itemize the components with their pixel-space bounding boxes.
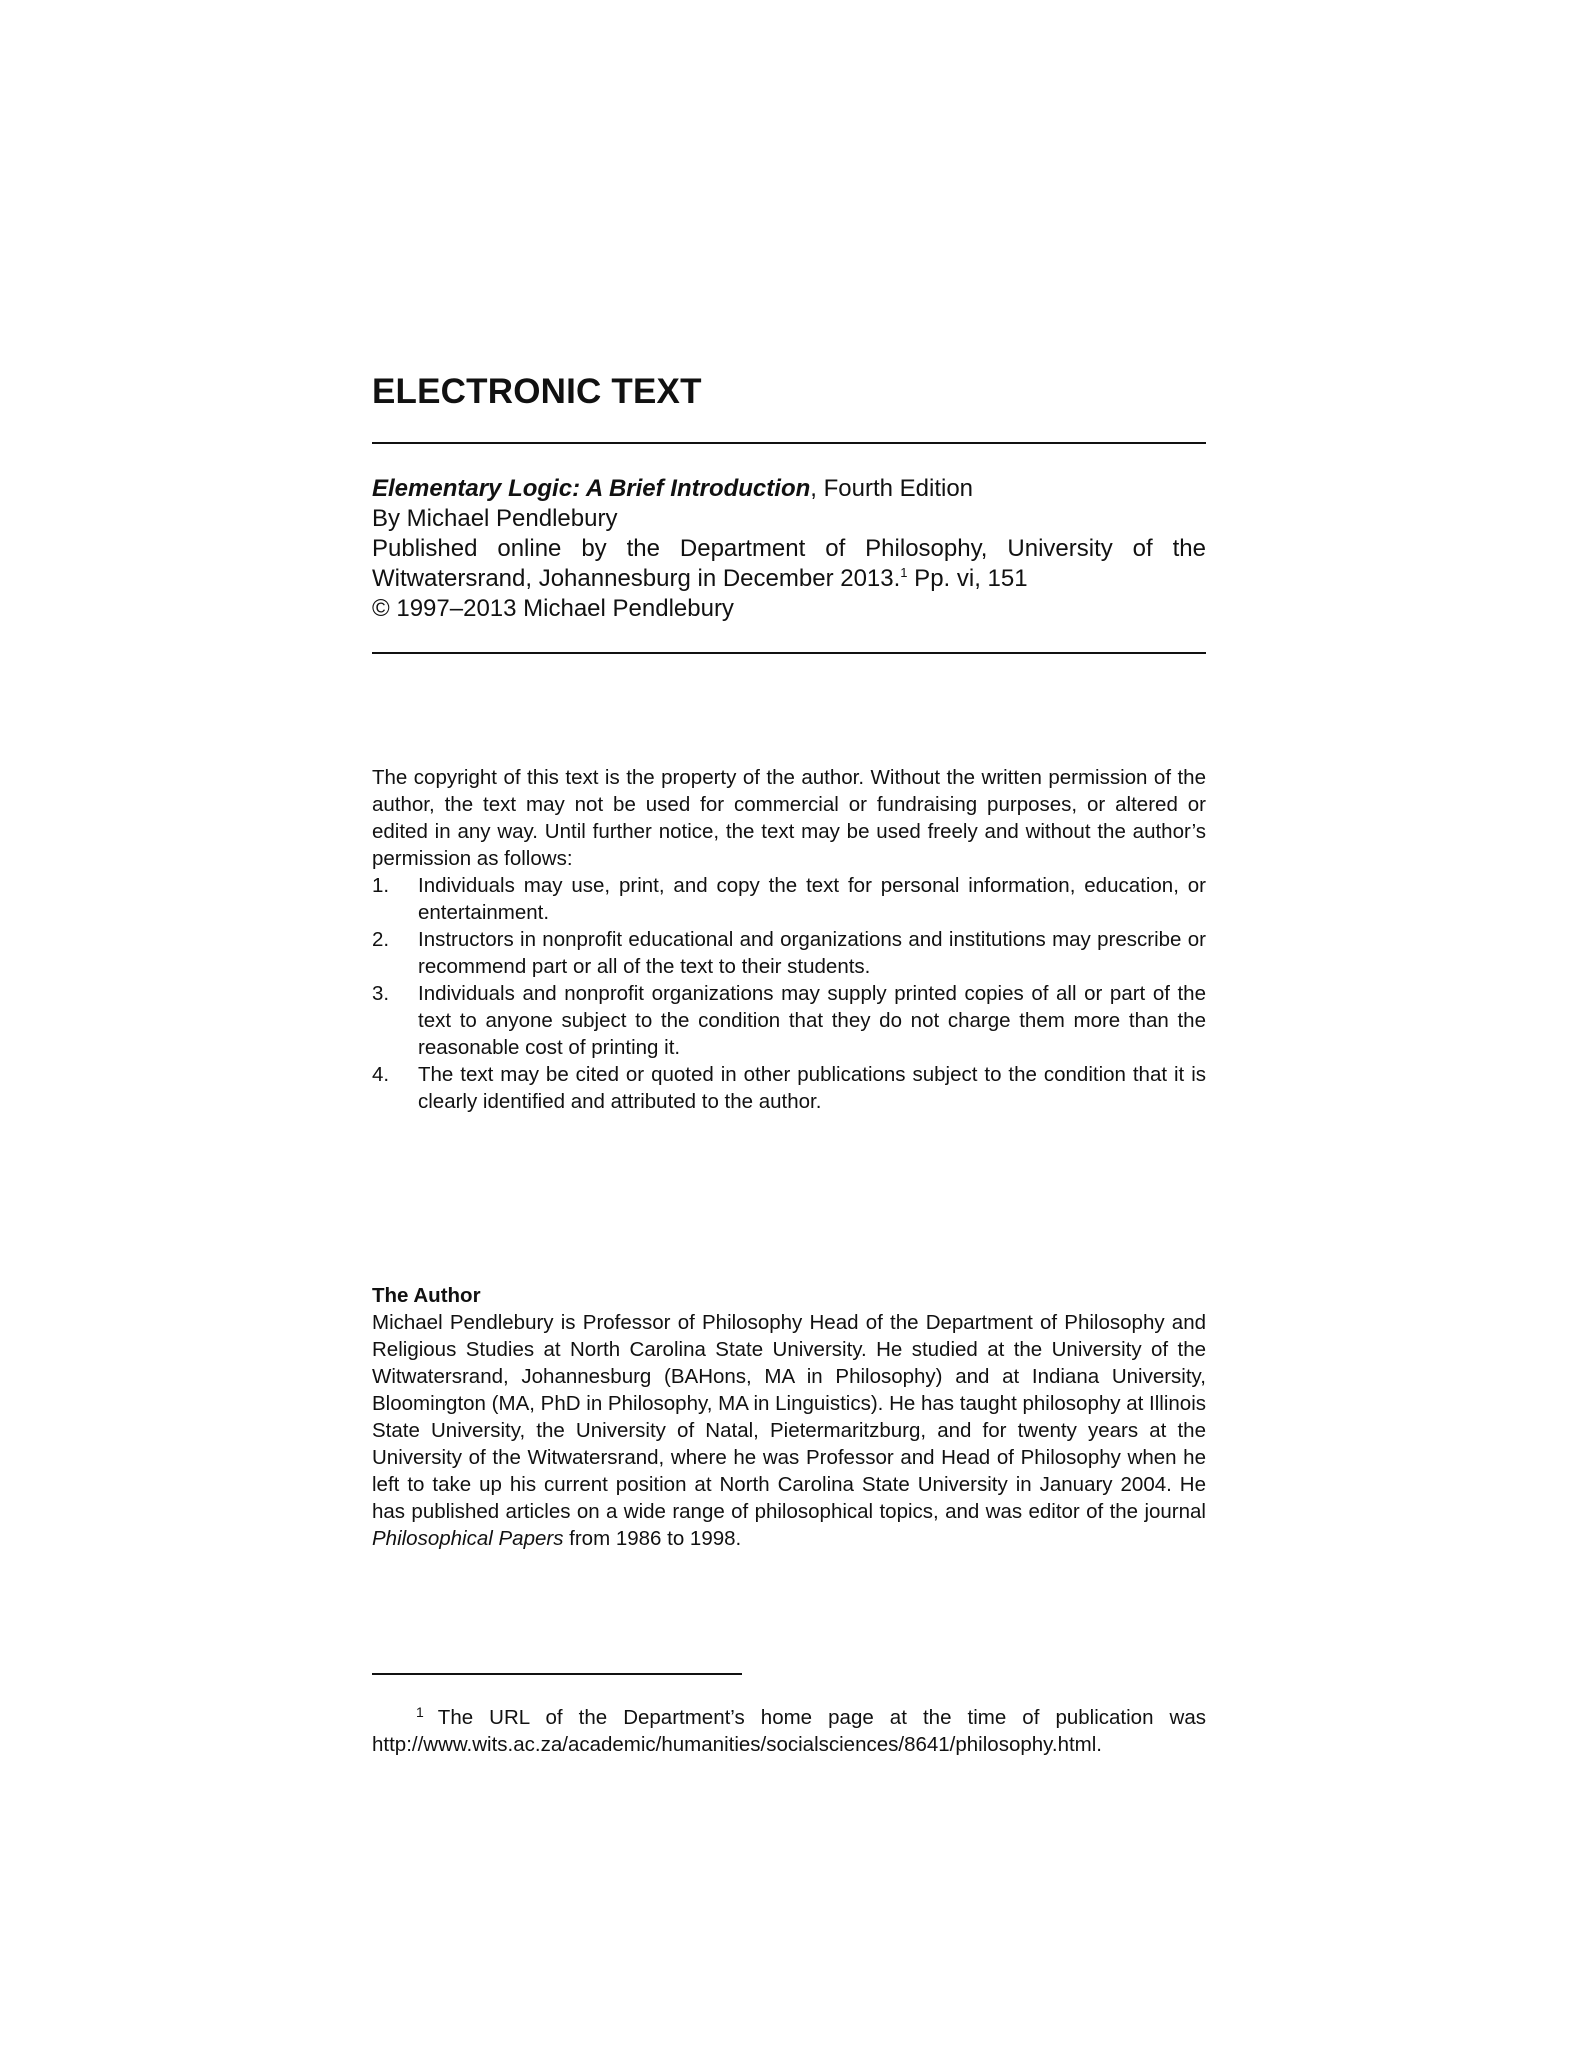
term-text: The text may be cited or quoted in other publications subject to the condition that it is clearly identified and attributed to the author.: [418, 1063, 1206, 1113]
term-item: [372, 1061, 1206, 1115]
publication-text: Published online by the Department of Philosophy, University of the Witwatersrand, Johannesburg in December 2013.: [372, 535, 1206, 592]
term-text: Individuals and nonprofit organizations may supply printed copies of all or part of the text to anyone subject to the condition that they do not charge them more than the reasonable cost of printing it.: [418, 982, 1206, 1059]
copyright-line: © 1997–2013 Michael Pendlebury: [372, 595, 734, 622]
author-bio: [372, 1309, 1206, 1552]
footnote-url: http://www.wits.ac.za/academic/humanities/socialsciences/8641/philosophy.html.: [372, 1733, 1102, 1756]
author-bio-end: from 1986 to 1998.: [563, 1527, 742, 1550]
author-bio-text: Michael Pendlebury is Professor of Philosophy Head of the Department of Philosophy and Religious Studies at North Carolina State University. He studied at the University of the Witwatersrand, Johannesburg (BAHons, MA in Philosophy) and at Indiana University, Bloomington (MA, PhD in Philosophy, MA in Linguistics). He has taught philosophy at Illinois State University, the University of Natal, Pietermaritzburg, and for twenty years at the University of the Witwatersrand, where he was Professor and Head of Philosophy when he left to take up his current position at North Carolina State University in January 2004. He has published articles on a wide range of philosophical topics, and was editor of the journal: [372, 1311, 1206, 1523]
footnote-reference: 1: [900, 565, 908, 580]
journal-title: Philosophical Papers: [372, 1527, 564, 1550]
copyright-intro: The copyright of this text is the property of the author. Without the written permission of the author, the text may not be used for commercial or fundraising purposes, or altered or edited in any way. Until further notice, the text may be used freely and without the author’s permission as follows:: [372, 766, 1206, 870]
term-item: [372, 872, 1206, 926]
term-text: Instructors in nonprofit educational and organizations and institutions may prescribe or recommend part or all of the text to their students.: [418, 928, 1206, 978]
term-number: 3.: [372, 982, 390, 1005]
term-item: [372, 926, 1206, 980]
terms-list: [372, 872, 1206, 1115]
term-number: 2.: [372, 928, 390, 951]
author-heading: The Author: [372, 1284, 481, 1307]
term-number: 1.: [372, 874, 390, 897]
bibliographic-info: [372, 474, 1206, 624]
edition: , Fourth Edition: [810, 475, 974, 502]
page-count: Pp. vi, 151: [907, 565, 1028, 592]
footnote: 1 The URL of the Department’s home page at the time of publication was http://www.wits.ac.za/academic/humanities/socialsciences/8641/philosophy.html.: [372, 1704, 1206, 1756]
publication-line: [372, 534, 1206, 594]
term-number: 4.: [372, 1063, 390, 1086]
author-section: [372, 1282, 1206, 1552]
bottom-rule: [372, 652, 1206, 654]
author-line: By Michael Pendlebury: [372, 505, 618, 532]
footnote-rule: [372, 1673, 742, 1675]
page-title: ELECTRONIC TEXT: [372, 372, 702, 411]
term-item: [372, 980, 1206, 1061]
book-title-line: [372, 474, 1206, 504]
footnote-text: The URL of the Department’s home page at the time of publication was: [437, 1706, 1206, 1729]
copyright-notice: [372, 764, 1206, 1115]
top-rule: [372, 442, 1206, 444]
term-text: Individuals may use, print, and copy the text for personal information, education, or entertainment.: [418, 874, 1206, 924]
book-title: Elementary Logic: A Brief Introduction: [372, 475, 811, 502]
